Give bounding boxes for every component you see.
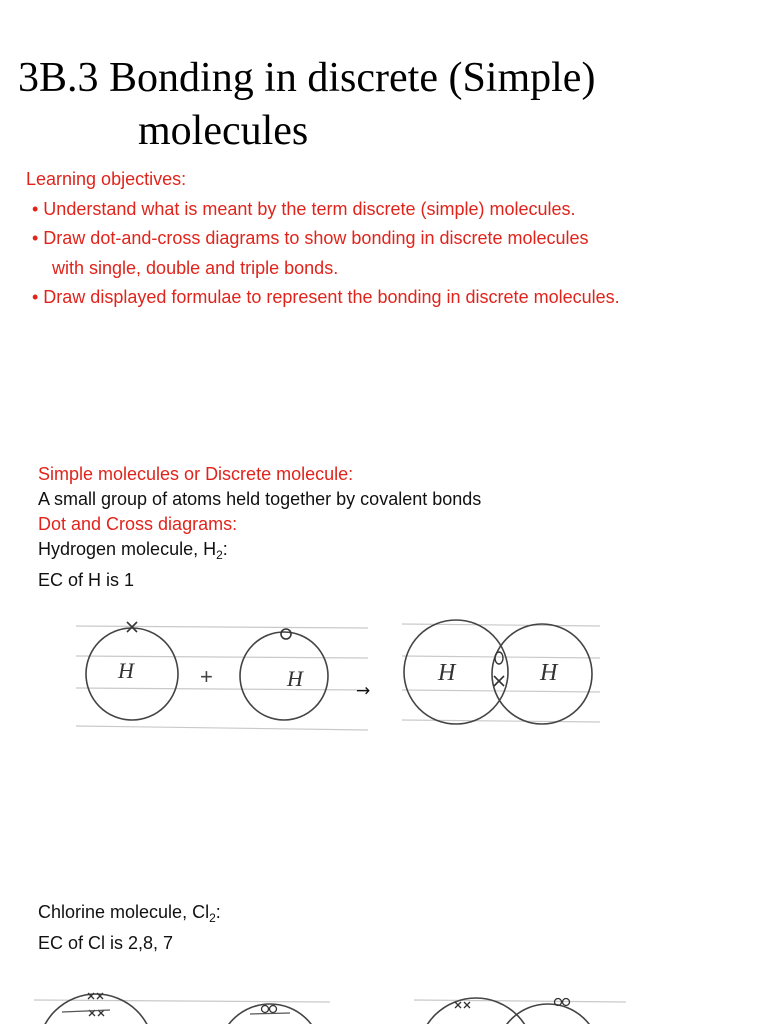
objectives-heading: Learning objectives: xyxy=(26,169,187,189)
simple-molecules-heading: Simple molecules or Discrete molecule: xyxy=(38,464,354,484)
chlorine-dot-cross-sketch xyxy=(0,980,768,1024)
simple-molecules-definition: A small group of atoms held together by covalent bonds xyxy=(38,489,482,509)
atom-label-h2: H xyxy=(287,666,303,691)
learning-objectives xyxy=(26,165,756,313)
product-label-h1: H xyxy=(438,660,456,686)
chlorine-ec-label: EC of Cl is 2,8, 7 xyxy=(38,933,174,953)
chlorine-molecule-label: Chlorine molecule, $Cl_2$: xyxy=(38,902,221,925)
simple-molecules-section xyxy=(38,462,481,593)
objective-item-continued: with single, double and triple bonds. xyxy=(52,257,339,278)
title-line-1: 3B.3 Bonding in discrete (Simple) xyxy=(18,55,596,101)
dot-cross-heading: Dot and Cross diagrams: xyxy=(38,514,238,534)
hydrogen-molecule-label: Hydrogen molecule, $H_2$: xyxy=(38,539,228,562)
atom-label-h1: H xyxy=(118,658,134,683)
plus-sign: + xyxy=(200,664,213,689)
product-label-h2: H xyxy=(540,660,558,686)
objective-item: • Draw displayed formulae to represent the bonding in discrete molecules. xyxy=(32,287,620,307)
objective-item: • Understand what is meant by the term discrete (simple) molecules. xyxy=(32,198,576,219)
reaction-arrow: → xyxy=(356,681,371,701)
chlorine-section xyxy=(38,900,221,956)
objective-item: • Draw dot-and-cross diagrams to show bonding in discrete molecules xyxy=(32,228,589,248)
hydrogen-ec-label: EC of H is 1 xyxy=(38,570,135,590)
page-title xyxy=(18,52,758,158)
hydrogen-dot-cross-sketch xyxy=(0,608,768,758)
title-line-2: molecules xyxy=(138,108,309,154)
